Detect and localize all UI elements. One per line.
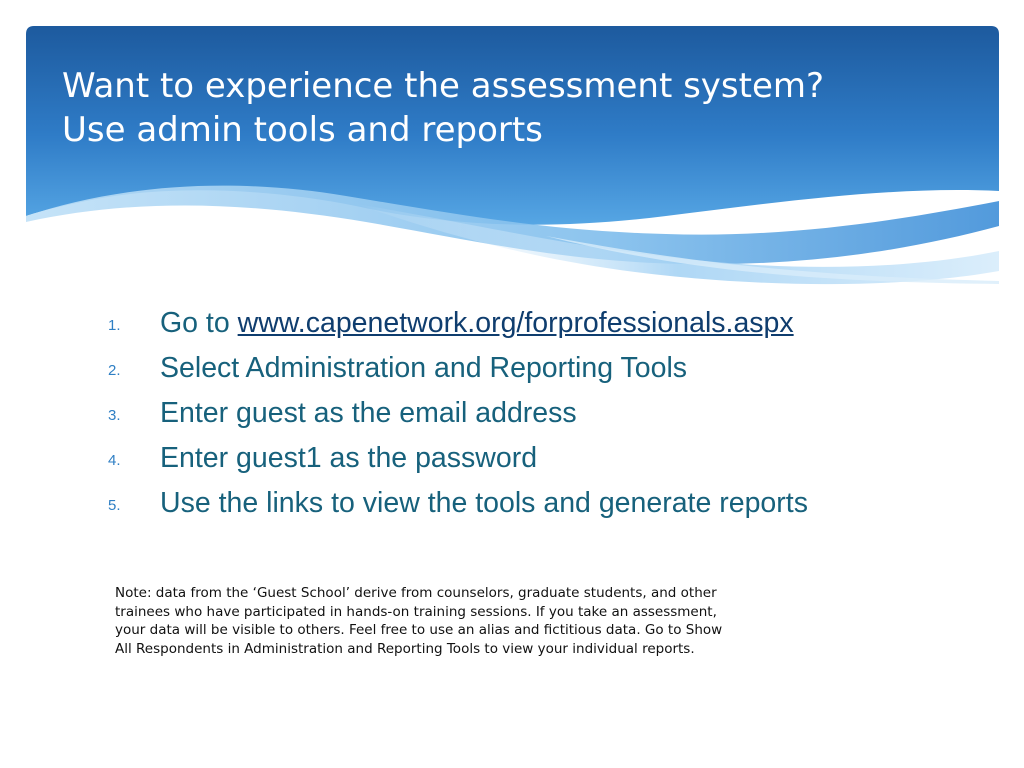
step-text — [160, 306, 794, 340]
list-item — [108, 482, 1008, 527]
list-item — [108, 437, 1008, 482]
step-number: 3. — [108, 407, 121, 424]
step-text: Use the links to view the tools and generate reports — [160, 487, 808, 519]
note-line: trainees who have participated in hands-on training sessions. If you take an assessment, — [115, 603, 717, 620]
step-text: Enter guest1 as the password — [160, 442, 538, 474]
steps-list — [108, 302, 1008, 527]
step-text: Select Administration and Reporting Tools — [160, 352, 688, 384]
capenetwork-link[interactable]: www.capenetwork.org/forprofessionals.aspx — [237, 307, 794, 339]
step-number: 4. — [108, 452, 121, 469]
note-paragraph — [115, 584, 915, 658]
note-line: All Respondents in Administration and Reporting Tools to view your individual reports. — [115, 640, 695, 657]
step-number: 5. — [108, 497, 121, 514]
step-number: 1. — [108, 317, 121, 334]
note-line: your data will be visible to others. Feel free to use an alias and fictitious data. Go to Show — [115, 622, 723, 638]
step-text: Enter guest as the email address — [160, 397, 577, 429]
note-line: Note: data from the ‘Guest School’ derive from counselors, graduate students, and other — [115, 585, 717, 601]
slide-title-line-2: Use admin tools and reports — [62, 110, 543, 150]
list-item — [108, 302, 1008, 347]
slide-title — [62, 64, 982, 152]
slide-title-line-1: Want to experience the assessment system? — [62, 66, 825, 106]
step-number: 2. — [108, 362, 121, 379]
list-item — [108, 347, 1008, 392]
step-text-prefix: Go to — [160, 307, 238, 339]
list-item — [108, 392, 1008, 437]
